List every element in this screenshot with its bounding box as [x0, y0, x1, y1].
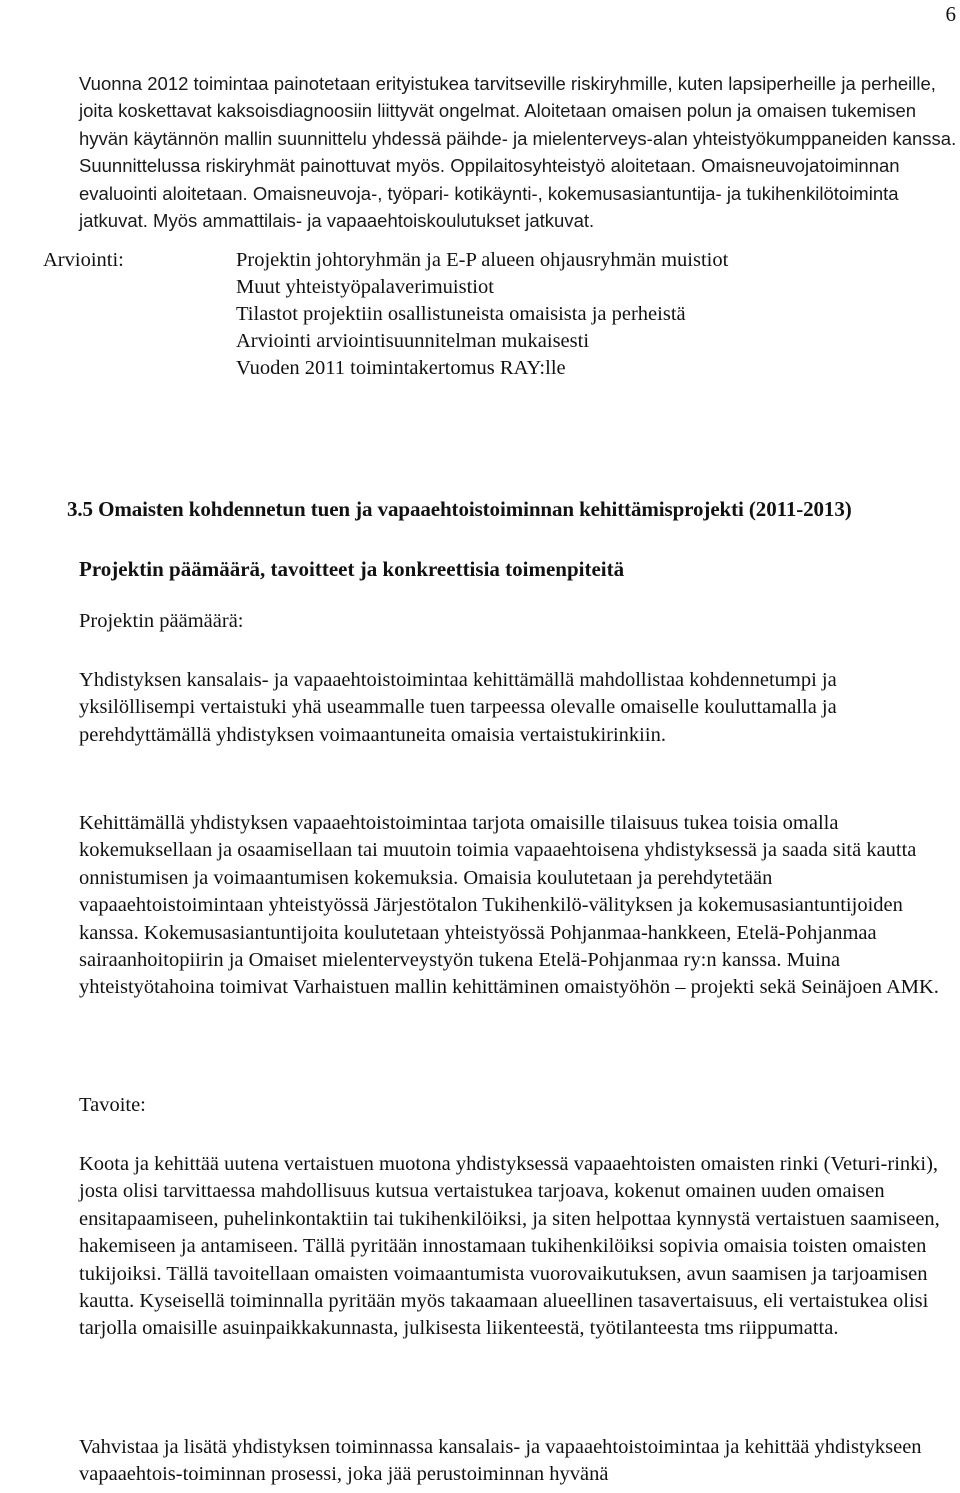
evaluation-label: Arviointi: — [43, 249, 124, 272]
goal-label: Projektin päämäärä: — [79, 610, 244, 632]
evaluation-item: Vuoden 2011 toimintakertomus RAY:lle — [236, 357, 566, 380]
evaluation-list — [236, 247, 728, 382]
objective-label: Tavoite: — [79, 1094, 146, 1116]
development-paragraph: Kehittämällä yhdistyksen vapaaehtoistoimintaa tarjota omaisille tilaisuus tukea toisia omalla kokemuksellaan ja osaamisellaan tai muutoin toimia vapaaehtoisena yhdistyksessä ja saada sitä kautta onnistumisen ja voimaantumisen kokemuksia. Omaisia koulutetaan ja perehdytetään vapaaehtoistoimintaan yhteistyössä Järjestötalon Tukihenkilö-välityksen ja kokemusasiantuntijoiden kanssa. Kokemusasiantuntijoita koulutetaan yhteistyössä Pohjanmaa-hankkeen, Etelä-Pohjanmaa sairaanhoitopiirin ja Omaiset mielenterveystyön tukena Etelä-Pohjanmaa ry:n kanssa. Muina yhteistyötahoina toimivat Varhaistuen mallin kehittäminen omaistyöhön – projekti sekä Seinäjoen AMK. — [79, 812, 939, 999]
final-paragraph: Vahvistaa ja lisätä yhdistyksen toiminnassa kansalais- ja vapaaehtoistoimintaa ja kehittää yhdistykseen vapaaehtois-toiminnan prosessi, joka jää perustoiminnan hyvänä — [79, 1436, 922, 1486]
goal-paragraph: Yhdistyksen kansalais- ja vapaaehtoistoimintaa kehittämällä mahdollistaa kohdennetumpi ja yksilöllisempi vertaistuki yhä useammalle tuen tarpeessa olevalle omaiselle kouluttamalla ja perehdyttämällä yhdistyksen voimaantuneita omaisia vertaistukirinkiin. — [79, 669, 837, 746]
section-heading: 3.5 Omaisten kohdennetun tuen ja vapaaehtoistoiminnan kehittämisprojekti (2011-2013) — [67, 497, 852, 521]
page-number: 6 — [945, 2, 956, 26]
objective-paragraph: Koota ja kehittää uutena vertaistuen muotona yhdistyksessä vapaaehtoisten omaisten rinki (Veturi-rinki), josta olisi tarvittaessa mahdollisuus kutsua vertaistukea tarjoava, kokenut omainen uuden omaisen ensitapaamiseen, puhelinkontaktiin tai tukihenkilöiksi, ja siten helpottaa kynnystä vertaistuen saamiseen, hakemiseen ja antamiseen. Tällä pyritään innostamaan tukihenkilöiksi sopivia omaisia toisten omaisten tukijoiksi. Tällä tavoitellaan omaisten voimaantumista vuorovaikutuksen, avun saamisen ja tarjoamisen kautta. Kyseisellä toiminnalla pyritään myös takaamaan alueellinen tasavertaisuus, eli vertaistukea olisi tarjolla omaisille asuinpaikkakunnasta, julkisesta liikenteestä, työtilanteesta tms riippumatta. — [79, 1153, 940, 1340]
evaluation-block — [43, 247, 957, 387]
evaluation-item: Tilastot projektiin osallistuneista omaisista ja perheistä — [236, 303, 686, 326]
document-body — [43, 70, 957, 1486]
evaluation-item: Projektin johtoryhmän ja E-P alueen ohjausryhmän muistiot — [236, 249, 729, 272]
evaluation-item: Muut yhteistyöpalaverimuistiot — [236, 276, 494, 299]
sub-heading: Projektin päämäärä, tavoitteet ja konkreettisia toimenpiteitä — [79, 557, 625, 581]
intro-paragraph: Vuonna 2012 toimintaa painotetaan erityistukea tarvitseville riskiryhmille, kuten lapsiperheille ja perheille, joita koskettavat kaksoisdiagnoosiin liittyvät ongelmat. Aloitetaan omaisen polun ja omaisen tukemisen hyvän käytännön mallin suunnittelu yhdessä päihde- ja mielenterveys-alan yhteistyökumppaneiden kanssa. Suunnittelussa riskiryhmät painottuvat myös. Oppilaitosyhteistyö aloitetaan. Omaisneuvojatoiminnan evaluointi aloitetaan. Omaisneuvoja-, työpari- kotikäynti-, kokemusasiantuntija- ja tukihenkilötoiminta jatkuvat. Myös ammattilais- ja vapaaehtoiskoulutukset jatkuvat. — [79, 73, 957, 232]
evaluation-item: Arviointi arviointisuunnitelman mukaisesti — [236, 330, 590, 353]
